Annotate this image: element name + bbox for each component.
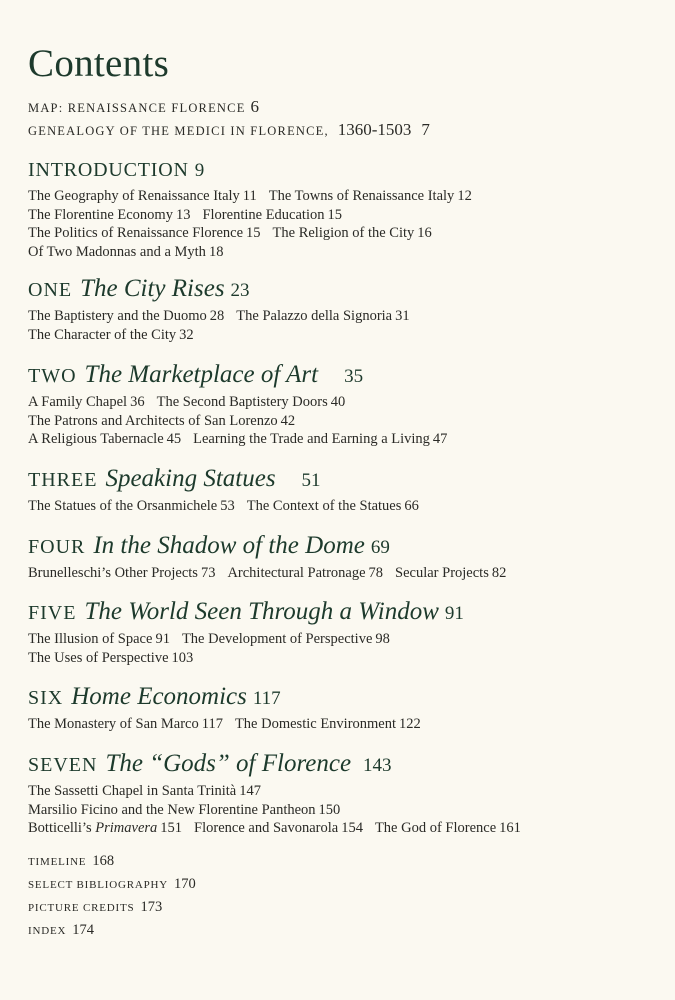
chapter-heading[interactable] [28, 274, 422, 307]
chapter-title: The World Seen Through a Window [84, 598, 439, 625]
section-page: 9 [194, 160, 205, 181]
chapter-title: Speaking Statues [105, 465, 276, 492]
subsection-entry[interactable]: Florentine Education 15 [202, 206, 342, 223]
subsection-entry[interactable]: The Second Baptistery Doors 40 [156, 394, 346, 410]
subsection-entry[interactable]: Of Two Madonnas and a Myth 18 [28, 243, 224, 260]
subsection-entry[interactable]: A Religious Tabernacle 45 [28, 431, 182, 447]
subsection-entry[interactable]: The Sassetti Chapel in Santa Trinità 147 [28, 783, 261, 799]
subsection-line [28, 497, 431, 516]
subsection-entry[interactable]: The Development of Perspective 98 [181, 631, 390, 647]
subsection-line [28, 412, 459, 431]
chapter-six [28, 682, 433, 734]
subsection-line [28, 801, 533, 820]
back-matter-label: INDEX [28, 925, 67, 937]
subsection-entry[interactable]: The Florentine Economy 13 [28, 206, 191, 223]
subsection-entry[interactable]: The Patrons and Architects of San Lorenzo 42 [28, 412, 296, 429]
chapter-number: FIVE [28, 602, 77, 624]
subsection-line [28, 782, 533, 801]
chapter-page: 23 [230, 280, 250, 301]
front-matter-label: MAP: RENAISSANCE FLORENCE [28, 101, 246, 115]
subsection-line [28, 715, 433, 734]
subsection-entry[interactable]: Florence and Savonarola 154 [194, 820, 363, 836]
subsection-entry[interactable]: Learning the Trade and Earning a Living 47 [193, 431, 448, 447]
chapter-two [28, 360, 459, 449]
subsection-entry[interactable]: The God of Florence 161 [374, 820, 521, 836]
front-matter-entry-genealogy[interactable] [28, 119, 430, 142]
subsection-entry[interactable]: Botticelli’s Primavera 151 [28, 820, 183, 836]
back-matter-page: 173 [140, 899, 163, 915]
subsection-entry[interactable]: Secular Projects 82 [395, 565, 507, 581]
chapter-one [28, 274, 422, 344]
section-label: INTRODUCTION [28, 159, 189, 181]
chapter-heading[interactable] [28, 749, 533, 782]
subsection-entry[interactable]: The Geography of Renaissance Italy 11 [28, 188, 257, 204]
subsection-line [28, 206, 484, 225]
subsection-line [28, 630, 464, 649]
subsection-entry[interactable]: The Palazzo della Signoria 31 [236, 308, 410, 324]
subsection-line [28, 307, 422, 326]
chapter-heading[interactable] [28, 464, 431, 497]
back-matter-label: PICTURE CREDITS [28, 902, 135, 914]
chapter-title: In the Shadow of the Dome [93, 532, 365, 559]
chapter-number: TWO [28, 365, 77, 387]
subsection-entry[interactable]: The Uses of Perspective 103 [28, 649, 194, 666]
chapter-seven [28, 749, 533, 838]
front-matter-page: 6 [250, 97, 260, 116]
section-introduction [28, 155, 484, 261]
subsection-entry[interactable]: The Politics of Renaissance Florence 15 [28, 225, 261, 241]
subsection-line [28, 393, 459, 412]
subsection-line [28, 187, 484, 206]
back-matter-entry-timeline[interactable] [28, 850, 196, 873]
back-matter-entry-bibliography[interactable] [28, 873, 196, 896]
italic-title: Primavera [95, 820, 158, 836]
chapter-heading[interactable] [28, 531, 518, 564]
front-matter-label: GENEALOGY OF THE MEDICI IN FLORENCE, [28, 124, 329, 138]
chapter-page: 69 [370, 537, 390, 558]
subsection-entry[interactable]: The Religion of the City 16 [272, 225, 432, 241]
subsection-entry[interactable]: A Family Chapel 36 [28, 394, 145, 410]
subsection-line [28, 243, 484, 262]
subsection-entry[interactable]: The Baptistery and the Duomo 28 [28, 308, 225, 324]
back-matter-label: SELECT BIBLIOGRAPHY [28, 879, 168, 891]
subsection-entry[interactable]: The Character of the City 32 [28, 326, 194, 343]
subsection-line [28, 819, 533, 838]
back-matter-entry-picture-credits[interactable] [28, 896, 196, 919]
chapter-four [28, 531, 518, 583]
chapter-title: The “Gods” of Florence [105, 750, 352, 777]
back-matter-entry-index[interactable] [28, 919, 196, 942]
subsection-line [28, 224, 484, 243]
subsection-entry[interactable]: The Illusion of Space 91 [28, 631, 170, 647]
chapter-page: 143 [363, 755, 392, 776]
chapter-heading[interactable] [28, 682, 433, 715]
chapter-page: 91 [444, 603, 464, 624]
back-matter [28, 850, 196, 942]
back-matter-page: 174 [72, 922, 94, 938]
chapter-number: FOUR [28, 536, 86, 558]
chapter-heading[interactable] [28, 360, 459, 393]
subsection-line [28, 326, 422, 345]
subsection-entry[interactable]: The Monastery of San Marco 117 [28, 716, 223, 732]
subsection-line [28, 564, 518, 583]
front-matter [28, 96, 430, 142]
chapter-page: 35 [344, 366, 364, 387]
subsection-entry[interactable]: The Context of the Statues 66 [246, 498, 419, 514]
chapter-number: SIX [28, 687, 64, 709]
subsection-entry[interactable]: The Domestic Environment 122 [234, 716, 421, 732]
subsection-line [28, 430, 459, 449]
back-matter-page: 168 [92, 853, 115, 869]
front-matter-entry-map[interactable] [28, 96, 430, 119]
chapter-number: THREE [28, 469, 98, 491]
back-matter-page: 170 [173, 876, 196, 892]
section-heading[interactable] [28, 155, 484, 187]
chapter-page: 51 [301, 470, 321, 491]
chapter-title: The Marketplace of Art [84, 361, 319, 388]
subsection-entry[interactable]: Architectural Patronage 78 [227, 565, 384, 581]
subsection-entry[interactable]: Marsilio Ficino and the New Florentine Pantheon 150 [28, 801, 341, 818]
subsection-entry[interactable]: The Towns of Renaissance Italy 12 [268, 188, 472, 204]
chapter-number: SEVEN [28, 754, 98, 776]
back-matter-label: TIMELINE [28, 856, 87, 868]
subsection-line [28, 649, 464, 668]
chapter-heading[interactable] [28, 597, 464, 630]
chapter-number: ONE [28, 279, 73, 301]
chapter-three [28, 464, 431, 516]
page-title: Contents [28, 42, 170, 85]
subsection-entry[interactable]: The Statues of the Orsanmichele 53 [28, 498, 235, 514]
front-matter-years: 1360-1503 [337, 120, 412, 139]
subsection-entry[interactable]: Brunelleschi’s Other Projects 73 [28, 565, 216, 581]
chapter-title: The City Rises [80, 275, 225, 302]
front-matter-page: 7 [421, 120, 430, 139]
chapter-five [28, 597, 464, 667]
chapter-title: Home Economics [71, 683, 247, 710]
chapter-page: 117 [252, 688, 281, 709]
